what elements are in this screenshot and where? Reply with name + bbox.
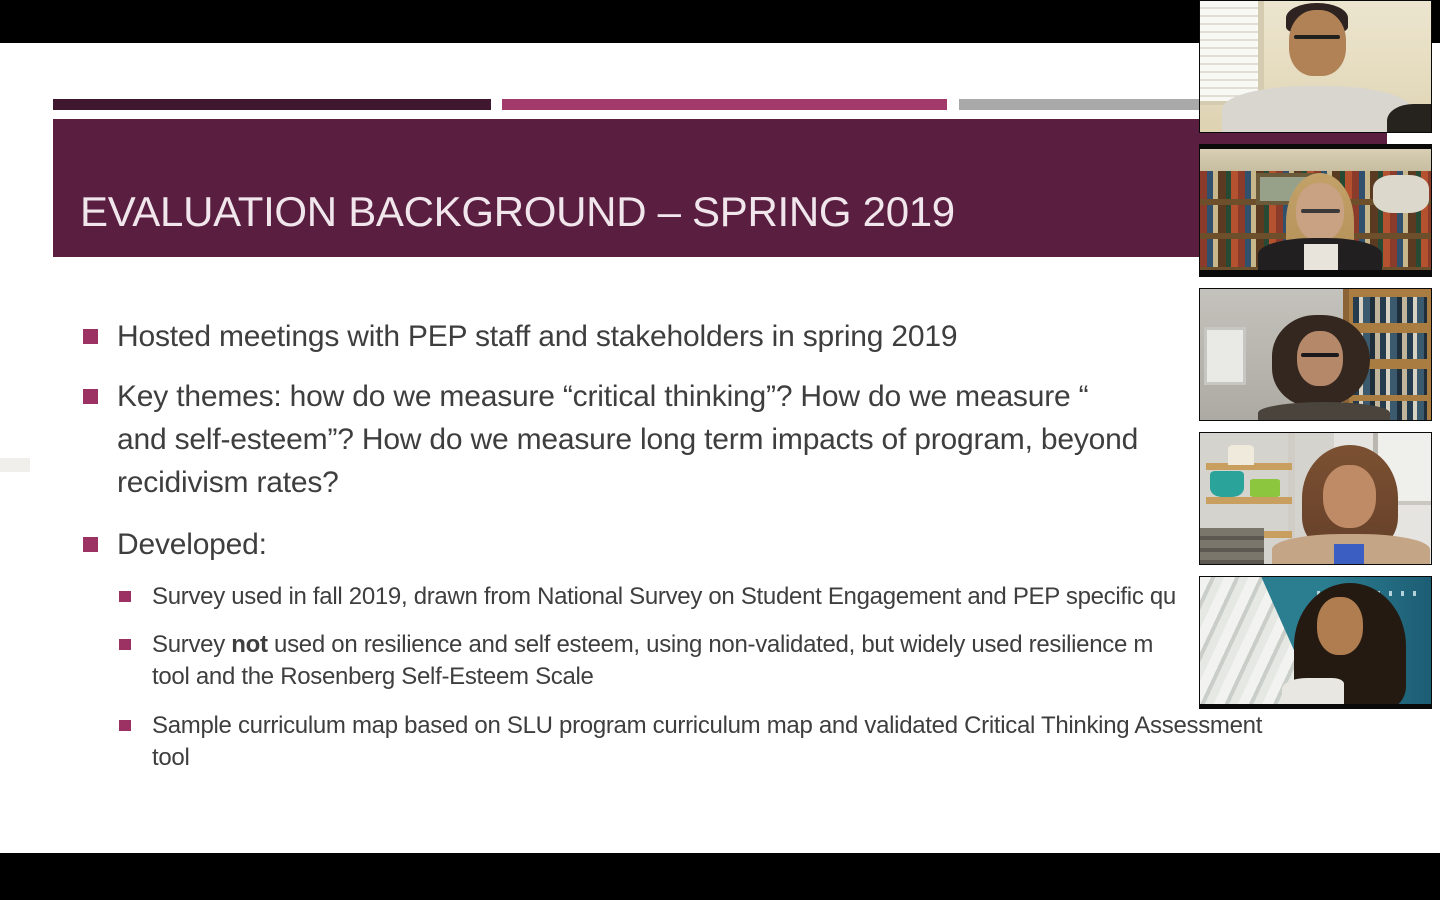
person-shoulders xyxy=(1258,402,1390,420)
subbullet-text-line1: Survey not used on resilience and self esteem, using non-validated, but widely used resilience m xyxy=(152,631,1154,658)
bullet-hosted-meetings xyxy=(83,315,957,358)
person-head xyxy=(1323,465,1376,528)
accent-bar-dark xyxy=(53,99,491,110)
subbullet-survey-used xyxy=(119,581,1176,613)
glasses xyxy=(1301,353,1339,357)
wall-top xyxy=(1200,149,1431,171)
cabinet xyxy=(1200,528,1264,564)
bullet-square-icon xyxy=(119,639,131,650)
participant-video-4[interactable] xyxy=(1199,432,1432,565)
subbullet-survey-not-used xyxy=(119,629,1153,693)
bullet-text: Hosted meetings with PEP staff and stakeholders in spring 2019 xyxy=(117,320,958,353)
person-shoulders xyxy=(1222,86,1412,132)
participant-video-5[interactable] xyxy=(1199,576,1432,709)
bullet-square-icon xyxy=(83,537,98,552)
video-feed xyxy=(1200,1,1431,132)
video-feed xyxy=(1200,289,1431,420)
subbullet-text: Survey used in fall 2019, drawn from National Survey on Student Engagement and PEP specific qu xyxy=(152,583,1176,610)
slide-title-bar xyxy=(53,119,1387,257)
pillow xyxy=(1373,175,1429,213)
bullet-square-icon xyxy=(119,720,131,731)
bottom-letterbox-bar xyxy=(0,853,1440,900)
person-shirt xyxy=(1282,678,1344,704)
participant-video-3[interactable] xyxy=(1199,288,1432,421)
video-feed xyxy=(1200,577,1431,704)
participant-video-2[interactable] xyxy=(1199,144,1432,277)
desk-corner xyxy=(1387,104,1431,132)
glasses xyxy=(1294,35,1340,39)
subbullet-text-line2: tool and the Rosenberg Self-Esteem Scale xyxy=(152,663,594,690)
subbullet-text-line1: Sample curriculum map based on SLU program curriculum map and validated Critical Thinking Assessment xyxy=(152,712,1263,739)
whiteboard xyxy=(1204,327,1246,385)
glasses xyxy=(1301,209,1340,213)
teal-bucket xyxy=(1210,471,1244,497)
participant-video-panel xyxy=(1199,0,1432,709)
person-shirt xyxy=(1304,244,1338,270)
green-bin xyxy=(1250,479,1280,497)
subbullet-text-line2: tool xyxy=(152,744,190,771)
bullet-text: Developed: xyxy=(117,528,267,561)
bold-not: not xyxy=(231,631,268,658)
bullet-text-line3: recidivism rates? xyxy=(117,466,339,499)
video-feed xyxy=(1200,433,1431,564)
participant-video-1[interactable] xyxy=(1199,0,1432,133)
bullet-developed xyxy=(83,523,267,566)
bullet-square-icon xyxy=(83,329,98,344)
slide-title: EVALUATION BACKGROUND – SPRING 2019 xyxy=(80,188,955,235)
bullet-key-themes xyxy=(83,375,1138,504)
person-head xyxy=(1289,10,1346,76)
window-blinds xyxy=(1200,1,1264,105)
bullet-square-icon xyxy=(83,389,98,404)
bullet-text-line1: Key themes: how do we measure “critical thinking”? How do we measure “ xyxy=(117,380,1089,413)
person-shirt xyxy=(1334,544,1364,564)
accent-bar-gray xyxy=(959,99,1213,110)
person-head xyxy=(1317,597,1363,655)
bullet-square-icon xyxy=(119,591,131,602)
video-feed xyxy=(1200,149,1431,270)
accent-bar-pink xyxy=(502,99,947,110)
screen-artifact xyxy=(0,458,30,472)
person-head xyxy=(1297,331,1343,386)
subbullet-curriculum-map xyxy=(119,710,1262,774)
bullet-text-line2: and self-esteem”? How do we measure long term impacts of program, beyond xyxy=(117,423,1139,456)
tissue-box xyxy=(1228,445,1254,465)
